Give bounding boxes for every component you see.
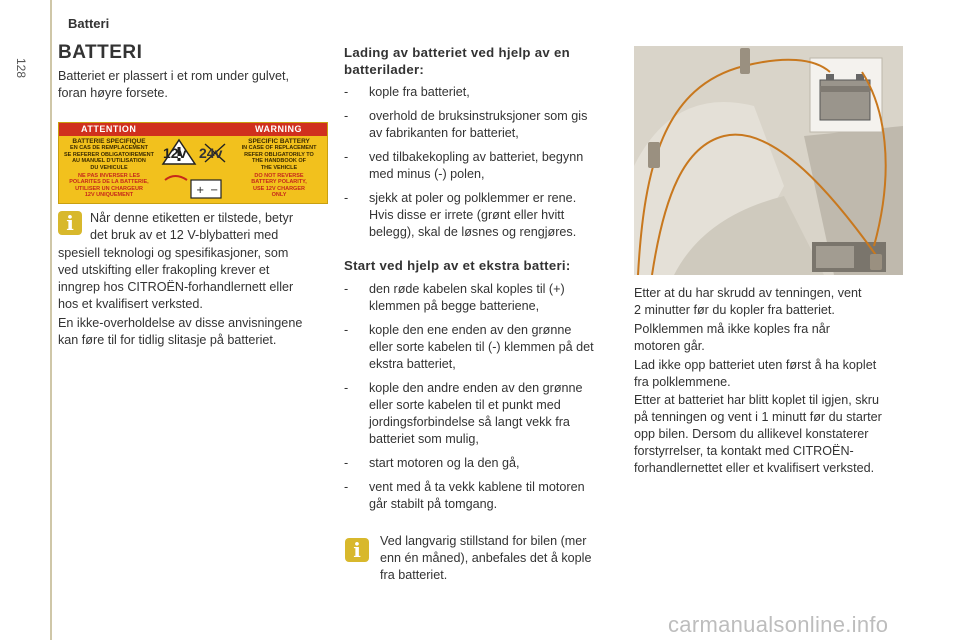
svg-text:+: + [196,185,205,196]
label-attention: ATTENTION [81,124,137,134]
list-item: - kople fra batteriet, [344,85,470,99]
label-en-specific: SPECIFIC BATTERY IN CASE OF REPLACEMENT REFER OBLIGATORILY TO THE HANDBOOK OF THE VEHICLE [241,138,317,171]
info-icon: i [345,538,369,562]
label-header-bar [59,123,327,136]
watermark: carmanualsonline.info [668,612,889,637]
section-header: Batteri [68,16,110,31]
page-number: 128 [14,58,28,79]
list-item: - kople den andre enden av den grønne eller sorte kabelen til et punkt med jordingsforbindelse så langt vekk fra batteriet som mulig, [344,381,583,446]
jumpstart-heading: Start ved hjelp av et ekstra batteri: [344,258,571,273]
info-text: spesiell teknologi og spesifikasjoner, som ved utskifting eller frakopling krever et inngrep hos CITROËN-forhandlernett eller hos et kvalifisert verksted. [58,246,294,311]
label-warning: WARNING [255,124,302,134]
list-item: - den røde kabelen skal koples til (+) klemmen på begge batteriene, [344,282,565,313]
warning-text: En ikke-overholdelse av disse anvisningene kan føre til for tidlig slitasje på batteriet. [58,316,303,347]
svg-text:−: − [210,185,219,196]
label-12v: 12v [163,145,187,161]
info-paragraph-4: Etter at batteriet har blitt koplet til igjen, skru på tenningen og vent i 1 minutt før du starter opp bilen. Dersom du allikevel konstaterer forstyrrelser, ta kontakt med CITROËN- forhandlernettet eller et kvalifisert verksted. [634,393,882,475]
list-item: - vent med å ta vekk kablene til motoren går stabilt på tomgang. [344,480,585,511]
list-item: - start motoren og la den gå, [344,456,520,470]
label-fr-specific: BATTERIE SPECIFIQUE EN CAS DE REMPLACEMENT SE REFERER OBLIGATOIREMENT AU MANUEL D'UTILISATION DU VEHICULE [64,138,154,171]
intro-text: Batteriet er plassert i et rom under gulvet, foran høyre forsete. [58,69,289,100]
charging-steps [344,84,619,248]
info-text-indented: Når denne etiketten er tilstede, betyr det bruk av et 12 V-blybatteri med [90,211,294,242]
label-en-polarity: DO NOT REVERSE BATTERY POLARITY, USE 12V CHARGER ONLY [251,173,307,199]
info-icon: i [58,211,82,235]
info-paragraph-1: Etter at du har skrudd av tenningen, vent 2 minutter før du kopler fra batteriet. [634,286,862,317]
info-paragraph-3: Lad ikke opp batteriet uten først å ha koplet fra polklemmene. [634,358,877,389]
label-24v: 24v [199,145,223,161]
info-paragraph-2: Polklemmen må ikke koples fra når motoren går. [634,322,830,353]
list-item: - sjekk at poler og polklemmer er rene. Hvis disse er irrete (grønt eller hvitt belegg), skal de løsnes og rengjøres. [344,191,577,239]
charging-heading: Lading av batteriet ved hjelp av en batterilader: [344,45,570,77]
jumpstart-steps [344,281,624,520]
list-item: - ved tilbakekopling av batteriet, begynn med minus (-) polen, [344,150,584,181]
battery-warning-label [58,122,328,204]
storage-note: Ved langvarig stillstand for bilen (mer enn én måned), anbefales det å kople fra batteriet. [380,534,592,582]
list-item: - kople den ene enden av den grønne eller sorte kabelen til (-) klemmen på det ekstra batteriet, [344,323,594,371]
list-item: - overhold de bruksinstruksjoner som gis av fabrikanten for batteriet, [344,109,588,140]
margin-bar [50,0,52,640]
page-title: BATTERI [58,42,143,63]
battery-illustration [634,46,903,275]
label-fr-polarity: NE PAS INVERSER LES POLARITES DE LA BATTERIE, UTILISER UN CHARGEUR 12V UNIQUEMENT [69,173,149,199]
